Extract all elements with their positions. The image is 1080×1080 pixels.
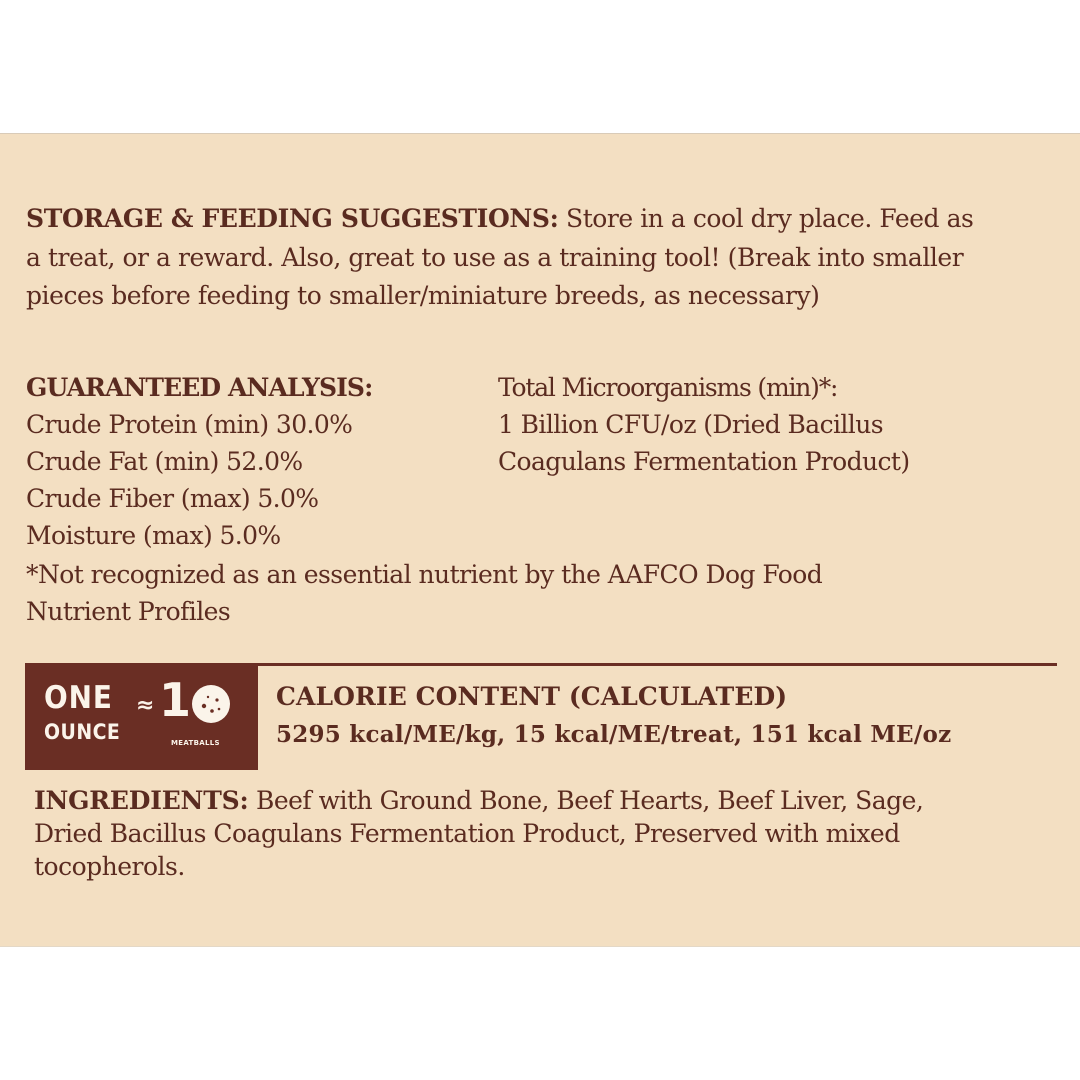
footnote-line-2: Nutrient Profiles — [26, 597, 231, 626]
ingredients-heading: INGREDIENTS: — [34, 786, 249, 815]
storage-text: Store in a cool dry place. Feed as — [558, 204, 974, 233]
microorganisms-heading: Total Microorganisms (min)*: — [498, 373, 838, 402]
badge-one-text: ONE — [44, 680, 113, 716]
calorie-content-section — [276, 678, 1066, 754]
analysis-item-crude-fat: Crude Fat (min) 52.0% — [26, 447, 303, 476]
microorganisms-line-2: Coagulans Fermentation Product) — [498, 447, 910, 476]
analysis-item-crude-protein: Crude Protein (min) 30.0% — [26, 410, 353, 439]
analysis-item-crude-fiber: Crude Fiber (max) 5.0% — [26, 484, 319, 513]
analysis-item-moisture: Moisture (max) 5.0% — [26, 521, 281, 550]
meatball-icon — [190, 683, 232, 725]
guaranteed-analysis-section — [26, 369, 486, 554]
storage-line-2: a treat, or a reward. Also, great to use as a training tool! (Break into smaller — [26, 242, 964, 272]
guaranteed-analysis-heading: GUARANTEED ANALYSIS: — [26, 373, 373, 402]
storage-line-1 — [26, 200, 1066, 239]
one-ounce-badge — [25, 665, 258, 770]
badge-approx-symbol: ≈ — [136, 693, 155, 718]
aafco-footnote — [26, 556, 1026, 630]
ingredients-text: Beef with Ground Bone, Beef Hearts, Beef Liver, Sage, — [248, 786, 924, 815]
calorie-values: 5295 kcal/ME/kg, 15 kcal/ME/treat, 151 kcal ME/oz — [276, 721, 952, 748]
ingredients-section — [34, 784, 1064, 883]
badge-ounce-text: OUNCE — [44, 720, 121, 744]
microorganisms-section — [498, 369, 1018, 480]
ingredients-line-1 — [34, 784, 1064, 817]
ingredients-line-2: Dried Bacillus Coagulans Fermentation Product, Preserved with mixed — [34, 819, 900, 848]
calorie-heading: CALORIE CONTENT (CALCULATED) — [276, 682, 788, 711]
ingredients-line-3: tocopherols. — [34, 852, 185, 881]
badge-number-digit: 1 — [159, 673, 192, 727]
storage-line-3: pieces before feeding to smaller/miniature breeds, as necessary) — [26, 281, 820, 310]
badge-meatballs-text: MEATBALLS — [171, 739, 220, 747]
nutrition-label-panel — [0, 133, 1080, 947]
footnote-line-1: *Not recognized as an essential nutrient by the AAFCO Dog Food — [26, 560, 823, 589]
storage-heading: STORAGE & FEEDING SUGGESTIONS: — [26, 204, 559, 233]
microorganisms-line-1: 1 Billion CFU/oz (Dried Bacillus — [498, 410, 883, 439]
storage-feeding-section — [26, 200, 1066, 316]
